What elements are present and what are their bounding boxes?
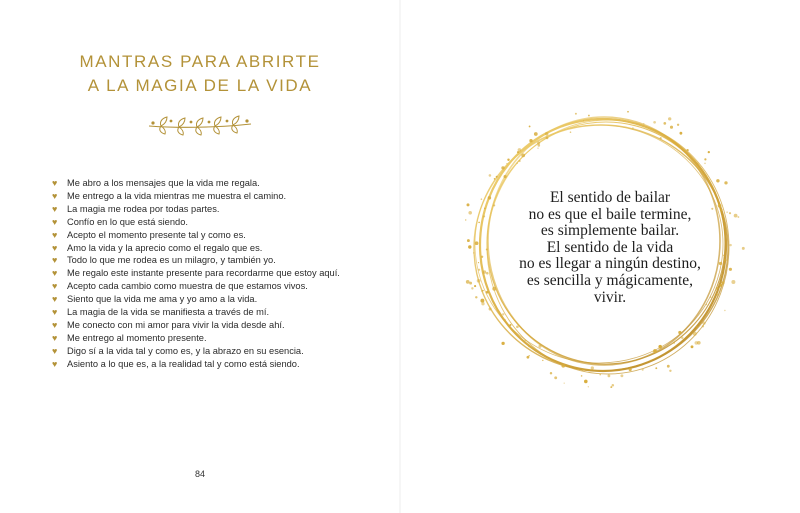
mantra-text: Acepto el momento presente tal y como es.: [67, 229, 246, 240]
heart-icon: ♥: [52, 294, 58, 305]
mantra-text: Digo sí a la vida tal y como es, y la abrazo en su esencia.: [67, 345, 304, 356]
heart-icon: ♥: [52, 307, 58, 318]
leaf-sprig-icon: [145, 112, 255, 136]
mantra-item: [50, 332, 390, 345]
heart-icon: ♥: [52, 255, 58, 266]
heart-icon: ♥: [52, 332, 58, 343]
mantra-item: [50, 242, 390, 255]
heart-icon: ♥: [52, 358, 58, 369]
mantra-item: [50, 267, 390, 280]
mantra-text: Acepto cada cambio como muestra de que estamos vivos.: [67, 281, 308, 292]
heart-icon: ♥: [52, 229, 58, 240]
heart-icon: ♥: [52, 203, 58, 214]
mantra-text: La magia me rodea por todas partes.: [67, 203, 220, 214]
heart-icon: ♥: [52, 268, 58, 279]
quote-line: vivir.: [593, 288, 627, 306]
mantra-text: La magia de la vida se manifiesta a través de mí.: [67, 307, 270, 318]
heart-icon: ♥: [52, 216, 58, 227]
mantra-text: Amo la vida y la aprecio como el regalo que es.: [67, 242, 263, 253]
mantra-text: Confío en lo que está siendo.: [67, 216, 188, 227]
mantra-text: Me regalo este instante presente para recordarme que estoy aquí.: [67, 268, 340, 279]
mantra-item: [50, 306, 390, 319]
mantra-item: [50, 190, 390, 203]
mantra-item: [50, 358, 390, 371]
mantra-text: Me entrego a la vida mientras me muestra el camino.: [67, 190, 287, 201]
page-title: [60, 50, 340, 98]
mantra-text: Asiento a lo que es, a la realidad tal y como está siendo.: [67, 358, 300, 369]
title-line-2: A LA MAGIA DE LA VIDA: [87, 76, 313, 95]
mantra-text: Me entrego al momento presente.: [67, 332, 207, 343]
heart-icon: ♥: [52, 345, 58, 356]
heart-icon: ♥: [52, 319, 58, 330]
quote-line: es simplemente bailar.: [540, 222, 680, 240]
mantra-item: [50, 177, 390, 190]
mantra-item: [50, 203, 390, 216]
mantra-text: Todo lo que me rodea es un milagro, y también yo.: [67, 255, 276, 266]
mantra-item: [50, 254, 390, 267]
mantra-text: Me abro a los mensajes que la vida me regala.: [67, 178, 260, 188]
mantra-item: [50, 293, 390, 306]
quote-line: El sentido de bailar: [549, 189, 671, 206]
mantra-text: Siento que la vida me ama y yo amo a la vida.: [67, 294, 258, 305]
quote-block: [500, 190, 720, 306]
quote-line: es sencilla y mágicamente,: [526, 271, 694, 289]
quote-line: El sentido de la vida: [546, 238, 674, 256]
heart-icon: ♥: [52, 190, 58, 201]
heart-icon: ♥: [52, 281, 58, 292]
mantra-item: [50, 319, 390, 332]
mantra-item: [50, 229, 390, 242]
title-line-1: MANTRAS PARA ABRIRTE: [79, 52, 321, 71]
mantra-item: [50, 216, 390, 229]
mantra-item: [50, 280, 390, 293]
right-page: [400, 0, 800, 513]
quote-line: no es que el baile termine,: [528, 205, 692, 223]
mantra-list: [50, 177, 390, 371]
mantra-item: [50, 345, 390, 358]
mantra-text: Me conecto con mi amor para vivir la vida desde ahí.: [67, 319, 285, 330]
page-number: 84: [194, 469, 205, 479]
heart-icon: ♥: [52, 178, 58, 188]
quote-line: no es llegar a ningún destino,: [519, 255, 701, 273]
heart-icon: ♥: [52, 242, 58, 253]
